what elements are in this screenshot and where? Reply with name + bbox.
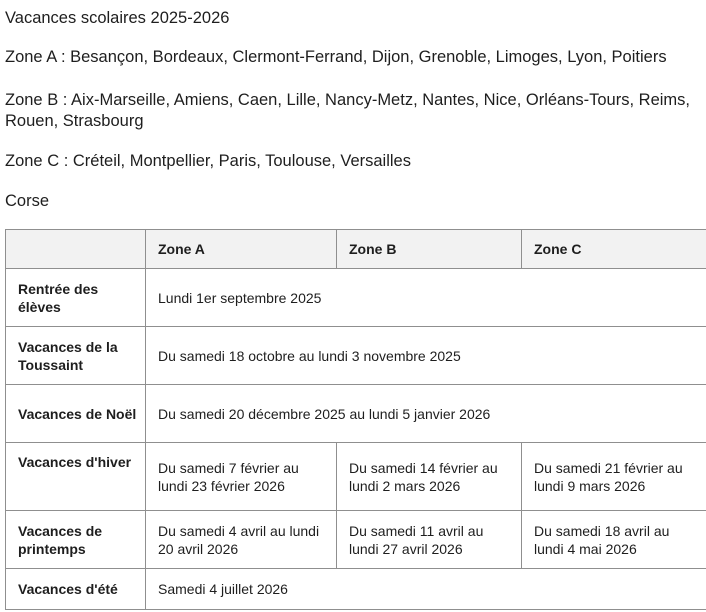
page-title: Vacances scolaires 2025-2026 bbox=[5, 9, 230, 27]
table-row bbox=[6, 269, 706, 327]
table-row bbox=[6, 327, 706, 385]
table-row bbox=[6, 385, 706, 443]
header-zone-a: Zone A bbox=[146, 230, 337, 269]
cell-printemps-zone-a: Du samedi 4 avril au lundi 20 avril 2026 bbox=[146, 511, 337, 569]
cell-hiver-zone-b: Du samedi 14 février au lundi 2 mars 2026 bbox=[337, 443, 522, 511]
cell-printemps-zone-b: Du samedi 11 avril au lundi 27 avril 2026 bbox=[337, 511, 522, 569]
zone-a-paragraph: Zone A : Besançon, Bordeaux, Clermont-Ferrand, Dijon, Grenoble, Limoges, Lyon, Poitiers bbox=[5, 48, 667, 66]
zone-c-paragraph: Zone C : Créteil, Montpellier, Paris, Toulouse, Versailles bbox=[5, 152, 411, 170]
cell-printemps-zone-c: Du samedi 18 avril au lundi 4 mai 2026 bbox=[522, 511, 706, 569]
row-label-hiver: Vacances d'hiver bbox=[6, 443, 146, 511]
cell-hiver-zone-a: Du samedi 7 février au lundi 23 février 2026 bbox=[146, 443, 337, 511]
row-label-printemps: Vacances de printemps bbox=[6, 511, 146, 569]
table-header-row bbox=[6, 230, 706, 269]
table-row bbox=[6, 443, 706, 511]
header-zone-b: Zone B bbox=[337, 230, 522, 269]
row-label-noel: Vacances de Noël bbox=[6, 385, 146, 443]
cell-noel-all-zones: Du samedi 20 décembre 2025 au lundi 5 janvier 2026 bbox=[146, 385, 706, 443]
header-corner-cell bbox=[6, 230, 146, 269]
row-label-toussaint: Vacances de la Toussaint bbox=[6, 327, 146, 385]
row-label-rentree: Rentrée des élèves bbox=[6, 269, 146, 327]
row-label-ete: Vacances d'été bbox=[6, 569, 146, 610]
cell-rentree-all-zones: Lundi 1er septembre 2025 bbox=[146, 269, 706, 327]
cell-hiver-zone-c: Du samedi 21 février au lundi 9 mars 2026 bbox=[522, 443, 706, 511]
table-row bbox=[6, 569, 706, 610]
corse-paragraph: Corse bbox=[5, 192, 50, 210]
header-zone-c: Zone C bbox=[522, 230, 706, 269]
school-holidays-table bbox=[5, 229, 706, 610]
cell-toussaint-all-zones: Du samedi 18 octobre au lundi 3 novembre 2025 bbox=[146, 327, 706, 385]
cell-ete-all-zones: Samedi 4 juillet 2026 bbox=[146, 569, 706, 610]
zone-b-paragraph: Zone B : Aix-Marseille, Amiens, Caen, Lille, Nancy-Metz, Nantes, Nice, Orléans-Tours, Reims, Rouen, Strasbourg bbox=[5, 91, 690, 130]
table-row bbox=[6, 511, 706, 569]
